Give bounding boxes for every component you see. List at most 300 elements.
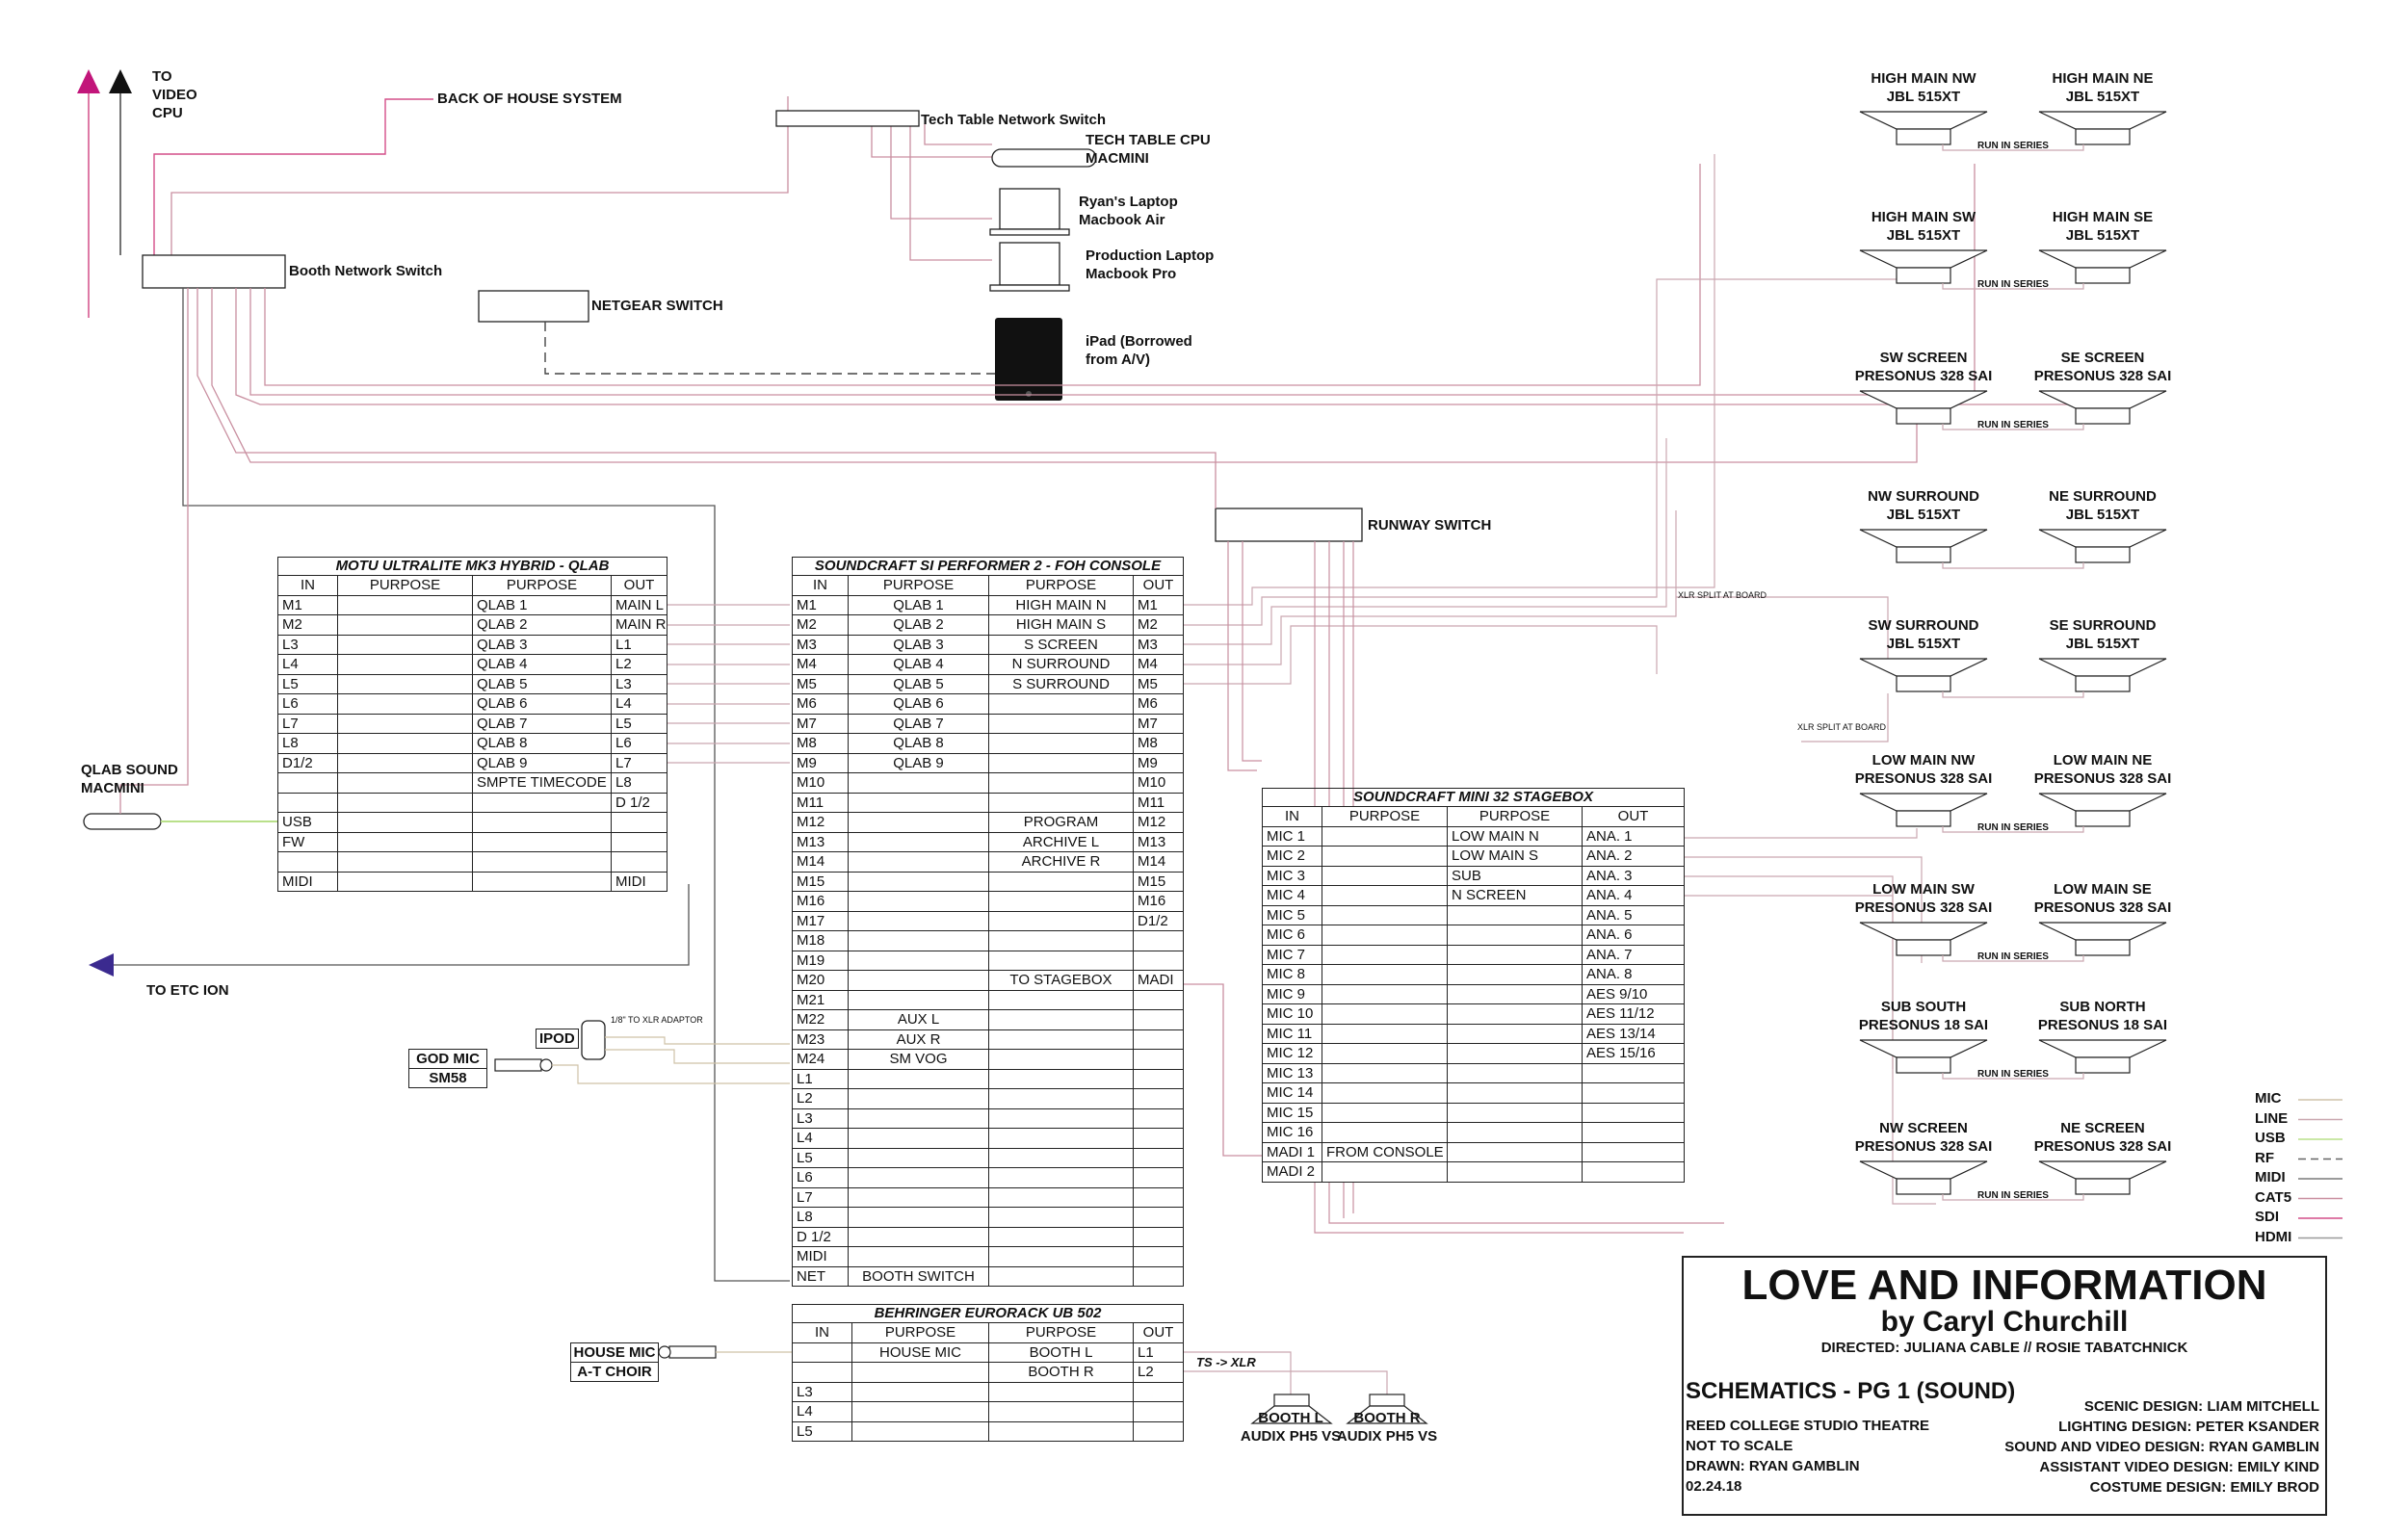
motu-cell: L6: [278, 694, 338, 715]
booth-network-switch: [143, 255, 285, 288]
motu-cell: [338, 872, 473, 892]
soundcraft-cell: M1: [1134, 595, 1184, 615]
stagebox-cell: ANA. 4: [1583, 886, 1685, 906]
soundcraft-cell: M14: [1134, 852, 1184, 873]
motu-cell: MAIN L: [612, 595, 667, 615]
stagebox-row: [1263, 965, 1685, 985]
soundcraft-cell: L6: [793, 1168, 849, 1188]
stagebox-cell: MIC 14: [1263, 1083, 1322, 1104]
speaker-label: SE SURROUND JBL 515XT: [2049, 617, 2157, 652]
soundcraft-cell: M12: [793, 813, 849, 833]
stagebox-cell: ANA. 2: [1583, 847, 1685, 867]
stagebox-cell: [1448, 1063, 1583, 1083]
soundcraft-cell: [849, 1208, 989, 1228]
soundcraft-cell: M11: [1134, 793, 1184, 813]
motu-cell: MAIN R: [612, 615, 667, 636]
soundcraft-cell: QLAB 4: [849, 655, 989, 675]
stagebox-cell: [1583, 1083, 1685, 1104]
soundcraft-cell: M8: [1134, 734, 1184, 754]
behringer-row: [793, 1421, 1184, 1442]
motu-col-purpose: PURPOSE: [338, 576, 473, 596]
soundcraft-cell: M23: [793, 1029, 849, 1050]
runway-switch: [1216, 508, 1362, 541]
ipad-label: iPad (Borrowed from A/V): [1086, 333, 1192, 368]
soundcraft-cell: M5: [793, 674, 849, 694]
soundcraft-cell: [849, 990, 989, 1010]
soundcraft-cell: [989, 872, 1134, 892]
soundcraft-cell: QLAB 3: [849, 635, 989, 655]
stagebox-cell: AES 11/12: [1583, 1004, 1685, 1025]
soundcraft-cell: [1134, 1129, 1184, 1149]
soundcraft-cell: [849, 1148, 989, 1168]
qlab-mac-label: QLAB SOUND MACMINI: [81, 762, 178, 796]
speaker-label: HIGH MAIN SW JBL 515XT: [1871, 209, 1976, 244]
motu-row: [278, 734, 667, 754]
soundcraft-cell: S SURROUND: [989, 674, 1134, 694]
soundcraft-cell: [989, 1168, 1134, 1188]
run-in-series-note: RUN IN SERIES: [1977, 951, 2049, 962]
run-in-series-note: RUN IN SERIES: [1977, 1069, 2049, 1080]
soundcraft-cell: M6: [793, 694, 849, 715]
soundcraft-cell: [849, 852, 989, 873]
speaker-icon: [1860, 530, 1987, 562]
soundcraft-cell: [1134, 1069, 1184, 1089]
soundcraft-row: [793, 1029, 1184, 1050]
soundcraft-row: [793, 1069, 1184, 1089]
motu-cell: SMPTE TIMECODE: [473, 773, 612, 794]
legend-item-mic: MIC: [2255, 1090, 2282, 1107]
stagebox-row: [1263, 1142, 1685, 1162]
soundcraft-cell: M20: [793, 971, 849, 991]
stagebox-cell: [1448, 1142, 1583, 1162]
legend-item-usb: USB: [2255, 1130, 2286, 1146]
ipod-device: [582, 1021, 605, 1059]
soundcraft-row: [793, 990, 1184, 1010]
motu-cell: [473, 852, 612, 873]
motu-cell: [338, 615, 473, 636]
stagebox-cell: [1322, 925, 1448, 946]
soundcraft-cell: [849, 951, 989, 971]
motu-cell: [338, 793, 473, 813]
soundcraft-cell: [849, 911, 989, 931]
soundcraft-cell: [989, 1069, 1134, 1089]
soundcraft-cell: QLAB 1: [849, 595, 989, 615]
stagebox-row: [1263, 1123, 1685, 1143]
legend-item-midi: MIDI: [2255, 1169, 2286, 1185]
stagebox-row: [1263, 1103, 1685, 1123]
soundcraft-cell: [849, 1108, 989, 1129]
xlr-split-label-1: XLR SPLIT AT BOARD: [1678, 590, 1767, 600]
soundcraft-cell: [1134, 1050, 1184, 1070]
speaker-label: NE SURROUND JBL 515XT: [2049, 488, 2157, 523]
motu-cell: QLAB 8: [473, 734, 612, 754]
stagebox-row: [1263, 1083, 1685, 1104]
soundcraft-cell: D1/2: [1134, 911, 1184, 931]
to-video-cpu-label: TO VIDEO CPU: [152, 68, 197, 121]
motu-cell: [338, 734, 473, 754]
soundcraft-row: [793, 813, 1184, 833]
speaker-icon: [1860, 923, 1987, 955]
soundcraft-cell: M13: [793, 832, 849, 852]
soundcraft-row: [793, 1010, 1184, 1030]
soundcraft-cell: M15: [1134, 872, 1184, 892]
xlr-split-label-2: XLR SPLIT AT BOARD: [1797, 722, 1887, 732]
soundcraft-cell: [1134, 1187, 1184, 1208]
motu-cell: L4: [612, 694, 667, 715]
stagebox-cell: [1448, 1083, 1583, 1104]
stagebox-cell: ANA. 5: [1583, 905, 1685, 925]
stagebox-cell: [1448, 1103, 1583, 1123]
stagebox-cell: ANA. 3: [1583, 866, 1685, 886]
ryan-laptop-label: Ryan's Laptop Macbook Air: [1079, 194, 1178, 228]
soundcraft-cell: M8: [793, 734, 849, 754]
house-mic-label: HOUSE MIC A-T CHOIR: [570, 1342, 659, 1382]
motu-row: [278, 595, 667, 615]
soundcraft-cell: M3: [1134, 635, 1184, 655]
soundcraft-cell: [849, 773, 989, 794]
behringer-cell: [852, 1421, 989, 1442]
motu-col-in: IN: [278, 576, 338, 596]
soundcraft-cell: [989, 694, 1134, 715]
soundcraft-cell: L4: [793, 1129, 849, 1149]
soundcraft-cell: [1134, 931, 1184, 951]
soundcraft-cell: [849, 1247, 989, 1267]
motu-col-out: OUT: [612, 576, 667, 596]
soundcraft-row: [793, 1050, 1184, 1070]
soundcraft-row: [793, 832, 1184, 852]
stagebox-cell: FROM CONSOLE: [1322, 1142, 1448, 1162]
soundcraft-cell: M16: [793, 892, 849, 912]
soundcraft-cell: [989, 1108, 1134, 1129]
soundcraft-row: [793, 1168, 1184, 1188]
stagebox-row: [1263, 866, 1685, 886]
motu-title: MOTU ULTRALITE MK3 HYBRID - QLAB: [277, 557, 667, 575]
stagebox-cell: [1322, 945, 1448, 965]
stagebox-row: [1263, 945, 1685, 965]
soundcraft-cell: L7: [793, 1187, 849, 1208]
sb-col-out: OUT: [1583, 807, 1685, 827]
stagebox-cell: [1322, 866, 1448, 886]
motu-cell: L7: [278, 714, 338, 734]
soundcraft-cell: M4: [1134, 655, 1184, 675]
tech-switch-label: Tech Table Network Switch: [921, 112, 1106, 128]
stagebox-cell: MIC 4: [1263, 886, 1322, 906]
behringer-row: [793, 1402, 1184, 1422]
motu-cell: QLAB 9: [473, 753, 612, 773]
stagebox-row: [1263, 1004, 1685, 1025]
behringer-cell: L1: [1134, 1342, 1184, 1363]
soundcraft-row: [793, 872, 1184, 892]
soundcraft-cell: [1134, 1227, 1184, 1247]
behringer-cell: L4: [793, 1402, 852, 1422]
legend-item-line: LINE: [2255, 1109, 2289, 1127]
soundcraft-cell: [849, 1069, 989, 1089]
soundcraft-cell: [849, 931, 989, 951]
motu-cell: D 1/2: [612, 793, 667, 813]
stagebox-row: [1263, 847, 1685, 867]
speaker-icon: [1860, 112, 1987, 144]
stagebox-cell: [1322, 1044, 1448, 1064]
speaker-label: LOW MAIN SW PRESONUS 328 SAI: [1854, 881, 1993, 916]
soundcraft-cell: [849, 1089, 989, 1109]
speaker-label: LOW MAIN NE PRESONUS 328 SAI: [2033, 752, 2172, 787]
soundcraft-row: [793, 951, 1184, 971]
stagebox-row: [1263, 984, 1685, 1004]
soundcraft-row: [793, 595, 1184, 615]
motu-row: [278, 674, 667, 694]
soundcraft-cell: M1: [793, 595, 849, 615]
behringer-row: [793, 1363, 1184, 1383]
soundcraft-cell: M10: [1134, 773, 1184, 794]
stagebox-row: [1263, 886, 1685, 906]
speaker-label: SW SURROUND JBL 515XT: [1868, 617, 1979, 652]
motu-cell: [612, 813, 667, 833]
stagebox-cell: [1322, 1024, 1448, 1044]
motu-cell: QLAB 2: [473, 615, 612, 636]
stagebox-cell: MADI 2: [1263, 1162, 1322, 1183]
motu-row: [278, 615, 667, 636]
soundcraft-cell: QLAB 9: [849, 753, 989, 773]
behringer-cell: [1134, 1421, 1184, 1442]
motu-cell: [338, 674, 473, 694]
motu-cell: L1: [612, 635, 667, 655]
soundcraft-cell: [989, 1029, 1134, 1050]
speaker-icon: [2039, 659, 2166, 691]
soundcraft-row: [793, 714, 1184, 734]
motu-cell: [338, 635, 473, 655]
soundcraft-row: [793, 852, 1184, 873]
soundcraft-cell: M12: [1134, 813, 1184, 833]
soundcraft-row: [793, 635, 1184, 655]
motu-row: [278, 753, 667, 773]
soundcraft-cell: D 1/2: [793, 1227, 849, 1247]
stagebox-cell: [1583, 1103, 1685, 1123]
ipad-icon: [995, 318, 1062, 401]
behringer-cell: BOOTH L: [989, 1342, 1134, 1363]
soundcraft-cell: [989, 1247, 1134, 1267]
stagebox-cell: MIC 10: [1263, 1004, 1322, 1025]
soundcraft-cell: M6: [1134, 694, 1184, 715]
bh-col-purpose: PURPOSE: [852, 1323, 989, 1343]
stagebox-cell: [1322, 1123, 1448, 1143]
booth-r-label: BOOTH R AUDIX PH5 VS: [1336, 1410, 1438, 1445]
motu-cell: [473, 793, 612, 813]
soundcraft-row: [793, 911, 1184, 931]
soundcraft-row: [793, 1208, 1184, 1228]
soundcraft-row: [793, 734, 1184, 754]
soundcraft-cell: [849, 1168, 989, 1188]
behringer-cell: [852, 1402, 989, 1422]
motu-cell: QLAB 5: [473, 674, 612, 694]
soundcraft-cell: ARCHIVE R: [989, 852, 1134, 873]
soundcraft-cell: [989, 734, 1134, 754]
motu-cell: [612, 832, 667, 852]
stagebox-cell: ANA. 6: [1583, 925, 1685, 946]
stagebox-cell: MIC 16: [1263, 1123, 1322, 1143]
soundcraft-cell: M7: [793, 714, 849, 734]
stagebox-cell: LOW MAIN N: [1448, 826, 1583, 847]
motu-cell: FW: [278, 832, 338, 852]
stagebox-row: [1263, 1063, 1685, 1083]
speaker-label: LOW MAIN SE PRESONUS 328 SAI: [2033, 881, 2172, 916]
stagebox-cell: [1448, 905, 1583, 925]
soundcraft-cell: [849, 971, 989, 991]
stagebox-cell: MIC 8: [1263, 965, 1322, 985]
speaker-label: HIGH MAIN NW JBL 515XT: [1871, 70, 1976, 105]
motu-cell: [473, 813, 612, 833]
stagebox-cell: [1322, 965, 1448, 985]
ts-xlr-label: TS -> XLR: [1196, 1355, 1256, 1369]
stagebox-cell: [1448, 965, 1583, 985]
soundcraft-cell: L1: [793, 1069, 849, 1089]
netgear-label: NETGEAR SWITCH: [591, 298, 723, 314]
stagebox-cell: [1322, 847, 1448, 867]
motu-cell: [338, 773, 473, 794]
soundcraft-row: [793, 1227, 1184, 1247]
motu-cell: QLAB 4: [473, 655, 612, 675]
legend-item-sdi: SDI: [2255, 1209, 2280, 1225]
stagebox-cell: [1322, 905, 1448, 925]
soundcraft-cell: L2: [793, 1089, 849, 1109]
ipod-label: IPOD: [536, 1029, 579, 1049]
soundcraft-cell: [849, 1187, 989, 1208]
soundcraft-cell: M2: [793, 615, 849, 636]
motu-cell: M1: [278, 595, 338, 615]
soundcraft-cell: ARCHIVE L: [989, 832, 1134, 852]
soundcraft-cell: [849, 872, 989, 892]
etc-ion-label: TO ETC ION: [146, 982, 229, 999]
behringer-cell: L5: [793, 1421, 852, 1442]
booth-switch-label: Booth Network Switch: [289, 263, 443, 279]
show-byline: by Caryl Churchill: [1880, 1306, 2129, 1338]
behringer-row: [793, 1382, 1184, 1402]
soundcraft-cell: [989, 931, 1134, 951]
soundcraft-cell: M9: [1134, 753, 1184, 773]
motu-cell: [278, 852, 338, 873]
speaker-icon: [2039, 1161, 2166, 1194]
speaker-icon: [2039, 112, 2166, 144]
soundcraft-cell: [989, 1050, 1134, 1070]
booth-l-label: BOOTH L AUDIX PH5 VS: [1240, 1410, 1342, 1445]
soundcraft-cell: M18: [793, 931, 849, 951]
stagebox-cell: MIC 3: [1263, 866, 1322, 886]
soundcraft-cell: [1134, 1010, 1184, 1030]
soundcraft-cell: [1134, 990, 1184, 1010]
soundcraft-cell: M2: [1134, 615, 1184, 636]
soundcraft-cell: [1134, 1247, 1184, 1267]
soundcraft-cell: [1134, 1266, 1184, 1287]
speaker-icon: [2039, 530, 2166, 562]
soundcraft-cell: M22: [793, 1010, 849, 1030]
soundcraft-cell: [1134, 1168, 1184, 1188]
stagebox-cell: LOW MAIN S: [1448, 847, 1583, 867]
motu-cell: [338, 852, 473, 873]
soundcraft-cell: [849, 832, 989, 852]
soundcraft-cell: [1134, 951, 1184, 971]
soundcraft-row: [793, 931, 1184, 951]
stagebox-cell: [1322, 1162, 1448, 1183]
stagebox-title: SOUNDCRAFT MINI 32 STAGEBOX: [1262, 788, 1685, 806]
stagebox-row: [1263, 925, 1685, 946]
soundcraft-cell: HIGH MAIN N: [989, 595, 1134, 615]
soundcraft-cell: QLAB 8: [849, 734, 989, 754]
legend-item-rf: RF: [2255, 1149, 2274, 1166]
motu-row: [278, 872, 667, 892]
motu-cell: [338, 832, 473, 852]
soundcraft-cell: [989, 1227, 1134, 1247]
legend-item-cat5: CAT5: [2255, 1188, 2292, 1206]
soundcraft-cell: NET: [793, 1266, 849, 1287]
stagebox-cell: [1322, 1004, 1448, 1025]
soundcraft-cell: M13: [1134, 832, 1184, 852]
motu-col-purpose2: PURPOSE: [473, 576, 612, 596]
soundcraft-cell: BOOTH SWITCH: [849, 1266, 989, 1287]
soundcraft-cell: [989, 1208, 1134, 1228]
soundcraft-cell: [989, 1010, 1134, 1030]
sc-col-purpose2: PURPOSE: [989, 576, 1134, 596]
motu-row: [278, 694, 667, 715]
netgear-switch-box: [479, 291, 589, 322]
motu-row: [278, 813, 667, 833]
production-laptop-icon: [990, 243, 1069, 291]
sc-col-purpose: PURPOSE: [849, 576, 989, 596]
speaker-icon: [1860, 1161, 1987, 1194]
soundcraft-cell: [989, 773, 1134, 794]
motu-cell: L5: [612, 714, 667, 734]
stagebox-cell: MIC 2: [1263, 847, 1322, 867]
stagebox-cell: [1322, 1083, 1448, 1104]
soundcraft-cell: [849, 1227, 989, 1247]
ryans-laptop-icon: [990, 189, 1069, 235]
stagebox-cell: MIC 9: [1263, 984, 1322, 1004]
stagebox-cell: [1448, 925, 1583, 946]
stagebox-cell: [1322, 826, 1448, 847]
stagebox-cell: ANA. 7: [1583, 945, 1685, 965]
speaker-label: HIGH MAIN NE JBL 515XT: [2052, 70, 2154, 105]
stagebox-cell: MIC 6: [1263, 925, 1322, 946]
motu-cell: [338, 595, 473, 615]
behringer-title: BEHRINGER EURORACK UB 502: [792, 1304, 1184, 1322]
soundcraft-cell: L8: [793, 1208, 849, 1228]
behringer-cell: [852, 1363, 989, 1383]
stagebox-cell: [1448, 1024, 1583, 1044]
soundcraft-cell: [989, 1266, 1134, 1287]
soundcraft-cell: [989, 1148, 1134, 1168]
speaker-label: HIGH MAIN SE JBL 515XT: [2052, 209, 2154, 244]
stagebox-row: [1263, 905, 1685, 925]
behringer-cell: [989, 1402, 1134, 1422]
video-arrow-black: [109, 69, 132, 93]
sb-col-purpose: PURPOSE: [1322, 807, 1448, 827]
behringer-cell: [989, 1421, 1134, 1442]
soundcraft-cell: MADI: [1134, 971, 1184, 991]
behringer-cell: L3: [793, 1382, 852, 1402]
motu-cell: L5: [278, 674, 338, 694]
soundcraft-cell: [989, 911, 1134, 931]
soundcraft-cell: TO STAGEBOX: [989, 971, 1134, 991]
stagebox-cell: [1448, 1162, 1583, 1183]
bh-col-out: OUT: [1134, 1323, 1184, 1343]
soundcraft-cell: L3: [793, 1108, 849, 1129]
soundcraft-cell: [989, 892, 1134, 912]
soundcraft-cell: [989, 990, 1134, 1010]
stagebox-cell: SUB: [1448, 866, 1583, 886]
run-in-series-note: RUN IN SERIES: [1977, 1190, 2049, 1201]
sb-col-in: IN: [1263, 807, 1322, 827]
god-mic-icon: [495, 1059, 541, 1071]
legend-item-hdmi: HDMI: [2255, 1228, 2292, 1245]
motu-row: [278, 852, 667, 873]
